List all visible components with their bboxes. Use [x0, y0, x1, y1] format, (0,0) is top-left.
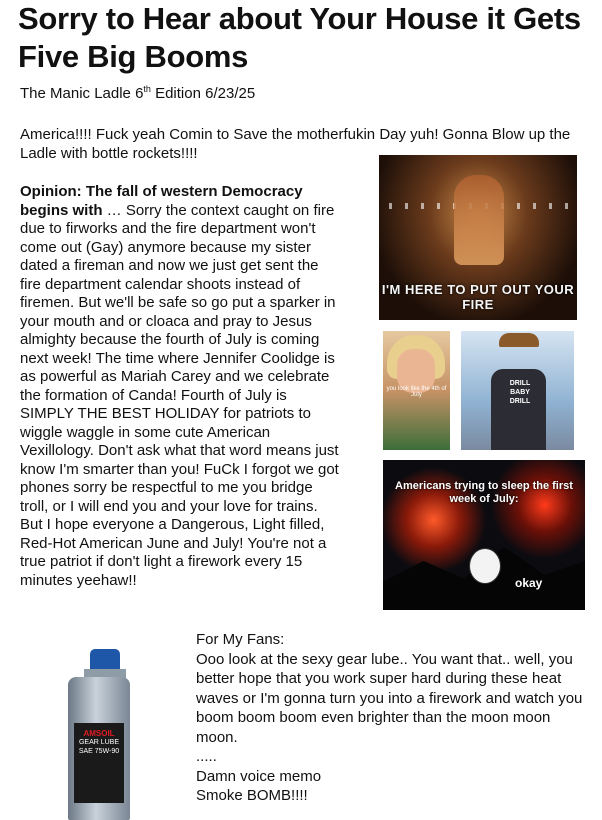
- fireman-figure: [454, 175, 504, 265]
- coolidge-caption: you look like the 4th of July: [386, 386, 447, 398]
- meme-okay: okay: [515, 576, 543, 590]
- bottle-product: GEAR LUBE: [78, 739, 120, 746]
- cowboy-hat: [499, 333, 539, 347]
- gear-lube-bottle: [62, 643, 134, 820]
- fans-dots: .....: [196, 748, 217, 765]
- bottle-brand: AMSOIL: [83, 729, 115, 738]
- bottle-grade: SAE 75W-90: [78, 748, 120, 755]
- shirt-text: DRILL BABY DRILL: [509, 380, 531, 405]
- fireworks-meme: [383, 460, 585, 610]
- coolidge-photo: [383, 331, 450, 450]
- okay-face: [469, 548, 501, 584]
- fans-heading: For My Fans:: [196, 631, 285, 648]
- fans-line1: Damn voice memo: [196, 767, 322, 785]
- opinion-lead: Opinion: The fall of western Democracy begins with: [20, 183, 303, 219]
- fireman-photo: [379, 155, 577, 320]
- fireman-caption: I'M HERE TO PUT OUT YOUR FIRE: [381, 282, 575, 312]
- edition-sup: th: [143, 84, 151, 94]
- article-title: Sorry to Hear about Your House it Gets Five Big Booms: [18, 1, 581, 74]
- fans-line2: Smoke BOMB!!!!: [196, 787, 308, 804]
- meme-caption: Americans trying to sleep the first week of July:: [395, 480, 573, 505]
- edition-prefix: The Manic Ladle 6: [20, 85, 144, 102]
- opinion-paragraph: [20, 183, 342, 590]
- fans-section: [196, 630, 591, 806]
- drill-baby-photo: [461, 331, 574, 450]
- intro-paragraph: America!!!! Fuck yeah Comin to Save the motherfukin Day yuh! Gonna Blow up the Ladle with bottle rockets!!!!: [20, 126, 571, 162]
- opinion-body: … Sorry the context caught on fire due to firworks and the fire department won't come out (Gay) anymore because my sister dated a fireman and now we just get sent the fire department calendar shoots instead of firemen. But we'll be safe so go put a sparker in your mouth and or cloaca and pray to Jesus almighty because the fourth of July is coming next week! The time where Jennifer Coolidge is as powerful as Mariah Carey and we celebrate the formation of Canda! Fourth of July is SIMPLY THE BEST HOLIDAY for patriots to wiggle waggle in some cute American Vexillology. Don't ask what that word means just know I'm smarter than you! FuCk I forgot we got phones sorry be respectful to me you bridge troll, or I will end you and your love for trains. But I hope everyone a Dangerous, Light filled, Red-Hot American June and July! You're not a true patriot if don't light a firework every 15 minutes yeehaw!!: [20, 201, 339, 589]
- bottle-cap: [90, 649, 120, 671]
- edition-suffix: Edition 6/23/25: [150, 85, 256, 102]
- bottle-label: [74, 723, 124, 803]
- fans-body: Ooo look at the sexy gear lube.. You want that.. well, you better hope that you work super hard during these heat waves or I'm gonna turn you into a firework and watch you boom boom boom even brighter than the moon moon moon.: [196, 650, 583, 746]
- edition-line: [20, 84, 255, 102]
